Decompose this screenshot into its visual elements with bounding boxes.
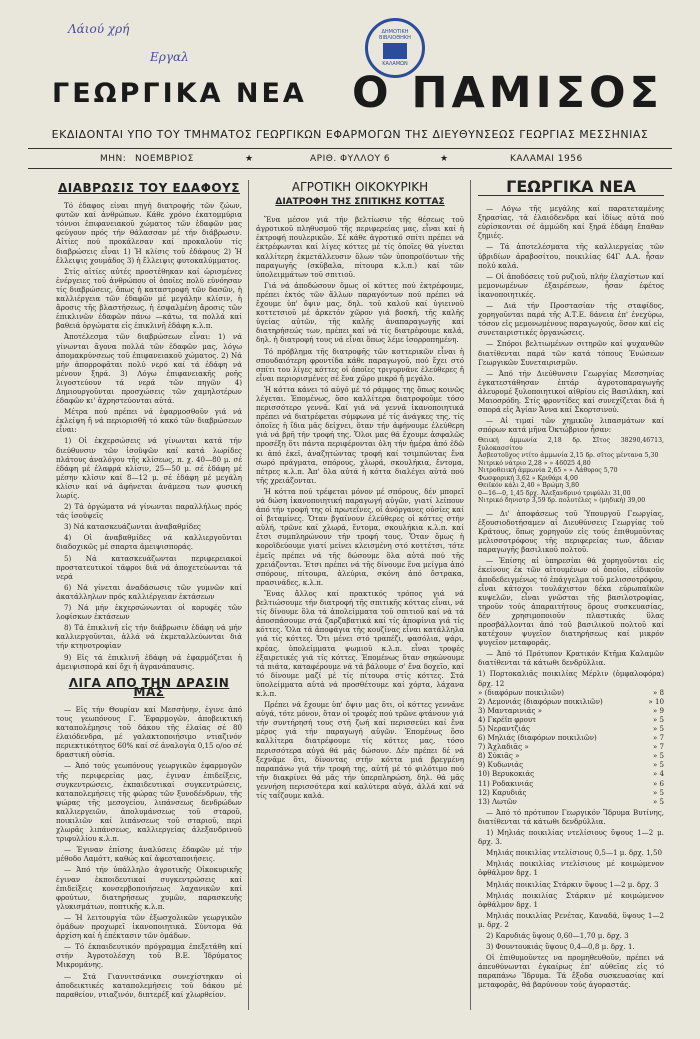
handwritten-note-1: Λάιού χρή — [68, 22, 130, 36]
list-item: 10) Βερυκοκιάς » 4 — [478, 769, 664, 779]
paragraph: Ἕνας ἄλλος καί πρακτικός τρόπος γιά νά βελτιώσουμε τήν διατροφή τῆς σπιτικῆς κόττας εἶναι, νά τίς δίνουμε ὅλα τά ἀπολείμματα τοῦ σπιτιοῦ καί νά τά ἀποσπάσουμε στά ζαρζαβατικά καί τίς ἀποφίνια γιά τίς κόττες. Ὅλα τά ἀποφάγια τῆς κουζίνας εἶναι κατάλληλα γιά τίς κόττες. Ὄτι μένει στό τραπέζι, φασόλια, ψάρι, κρέας, ὑπολείμματα ψωμιοῦ κ.λ.π. εἶναι τροφές ἐξαιρετικές γιά τίς κόττες. Ἐπομένως ὅταν σηκώνουμε τά πιάτα, καταφέρουμε νά τά βάλουμε σ' ἕνα δοχεῖο, καί τό δίνουμε μαζί μέ τίς πίτουρα στίς κόττες. Στά ὑπολείμματα αὐτά νά προσθέτουμε καί χόρτα, λάχανα κ.λ.π. — [256, 588, 464, 698]
list-item: 4) Γκρέϊπ φρουτ » 5 — [478, 714, 664, 724]
stamp-bottom-text: ΚΑΛΑΜΩΝ — [382, 61, 408, 67]
paragraph: 2) Καρυδιάς ὕψους 0,60—1,70 μ. δρχ. 3 — [486, 930, 629, 940]
article-heading-erosion: ΔΙΑΒΡΩΣΙΣ ΤΟΥ ΕΔΑΦΟΥΣ — [57, 181, 241, 195]
paragraph: Μηλιάς ποικιλίας Ρενέτας, Καναδά, ὕψους 1—2 μ. δρχ. 2 — [478, 910, 664, 929]
price-row: 0—16—0, 1,45 δρχ. Ἀλεξανδρινό τριφύλλι 31,00 — [478, 489, 631, 497]
star-icon: ★ — [245, 154, 254, 164]
paragraph: — Τά ἀποτελέσματα τῆς καλλιεργείας τῶν ὑβριδίων ἀραβοσίτου, ποικιλίας 64Γ Α.Α. ἦσαν πολύ καλά. — [478, 242, 664, 270]
paragraph: Τό έδαφος είναι πηγή διατροφής τῶν ζώων, φυτῶν καί ἀνθρώπων. Κάθε χρόνο ἑκατομμύρια τόννοι ἐπιφανειακοῦ χώματος τῶν ἐδαφῶν μας φεύγουν πρός τήν θάλασσαν μέ τήν διάβρωσιν. Αἰτίες πού προκάλεσαν καί προκαλοῦν τίς διαβρώσεις εἶναι 1) Ἡ κλίσις τοῦ ἐδάφους 2) Ἡ ἔλλειψις χουμάδος 3) ἡ ἔλλειψις φυτοκαλύμματος. — [56, 201, 242, 265]
paragraph: — Ἀπό τήν ὑπάλληλο ἀγροτικῆς Οἰκοκυρικῆς ἐγιναν ἐκποιδευτικαί συγκεντρώσεις καί ἐπιδείξεις κονσερβοποιήσεως λαχανικῶν καί φρούτων, διατηρήσεως χυμῶν, παρασκευῆς γλυκισμάτων, ποπτικῆς κ.λ.π. — [56, 865, 242, 911]
masthead-left-title: ΓΕΩΡΓΙΚΑ ΝΕΑ — [52, 78, 307, 109]
paragraph: 1) Οἱ ἐκχερσώσεις νά γίνωνται κατά τήν διεύθυνσιν τῶν ἰσοϋψῶν καί κατά λωρίδες πλάτους ἀναλόγου τῆς κλίσεως, π. χ. 40—80 μ. σέ ἐδάφη μέ ἐλαφρά κλίσιν, 25—50 μ. σέ ἐδάφη μέ μέσην κλίσιν καί 8—12 μ. σέ ἐδάφη μέ μεγάλη κλίσιν καί νά ἀφήνεται ἀνάμεσα των φυσική λωρίς. — [56, 436, 242, 500]
handwritten-note-2: Εργαλ — [150, 50, 189, 64]
paragraph: Ἡ κόττα πού τρέφεται μόνον μέ σπόρους, δέν μπορεῖ νά δώση ἱκανοποιητική παραγωγή αὐγῶν, γιατί λείπουν ἀπό τήν τροφή της οἱ πρωτεΐνες, οἱ ἀνόργανες οὐσίες καί οἱ βιταμίνες. Ὅταν βγαίνουν ἐλεύθερες οἱ κόττες στήν αὐλή, τρῶνε καί χλωρά, ἔντομα, σκουλήκια κ.λ.π. καί ἔτσι συμπληρώνουν τήν τροφή τους. Ὅταν ὅμως ἡ κοροϊδεύουμε γιατί μείνει κλεισμένη στό κοττέτσι, τότε ἐμεῖς πρέπει νά τῆς δώσουμε ὅλα αὐτά πού τῆς χρειάζονται. Ἐτσι πρέπει νά τῆς δίνουμε ἕνα μείγμα ἀπό σπόρους, πίτουρα, ἀλεύρια, σκόνη ἀπό ὄστρακα, πρασινάδες, κ.λ.π. — [256, 486, 464, 587]
paragraph: 8) Τά ἐπικλινῆ εἰς τήν διάβρωσιν ἐδάφη νά μήν καλλιεργοῦνται, ἀλλά νά ἐκμεταλλεύωνται διά τήν κτηνοτροφίαν — [56, 623, 242, 651]
price-row: Θειική ἀμμωνία 2,18 δρ. Σῖτος 38290,46713, ξυλοκασσίτου — [478, 437, 664, 452]
price-row: Νιτρικό δηνιστρ 3,59 δρ. πολυτέλες » (μηδική) 39,00 — [478, 497, 646, 505]
list-item: 7) Ἀχλαδιᾶς » » 7 — [478, 742, 664, 752]
list-title: 1) Πορτοκαλιᾶς ποικιλίας Μέρλιν (ὀμφαλοφόρα) δρχ. 12 — [478, 669, 664, 688]
paragraph: Μηλιάς ποικιλίας ντελίσιους μέ κοιμώμενον ὀφθάλμον δρχ. 1 — [478, 859, 664, 878]
price-row: Ἀσβεστοῦχος ντίτο ἀμμωνία 2,15 δρ. σῖτος μέντανα 5,30 — [478, 452, 659, 460]
bottom-rule — [28, 168, 672, 169]
paragraph: — Εἰς τήν Θουρίαν καί Μεσσήνην, ἐγινε ἀπό τους γεωπόνους Γ. Ἐφαρμογῶν, ἀποβεικτική καταπολέμησις τοῦ δάκου τῆς ἐλαίας σέ 80 ἐλαιόδενδρα, μέ γαλακτοποιήσιμο ντιαζινόν περιεκτικότητος 60% καί σέ ἀναλογία 0,15 ο/οο σέ δραστική οὐσία. — [56, 704, 242, 760]
paragraph: Ἕνα μέσον γιά τήν βελτίωσιν τῆς θέσεως τοῦ ἀγροτικοῦ πληθυσμοῦ τῆς περιφερείας μας, εἶναι καί ἡ ἐκτροφή πουλερικῶν. Σέ κάθε ἀγροτικό σπίτι πρέπει νά ἐκτρέφωνται καί λίγες κόττες μέ τίς ὁποῖες θά γίνεται καλλίτερη ἐκμετάλλευσιν ὅλων τῶν ὑποπροϊόντων τῆς παραγωγῆς (σκῦβαλα, πίτουρα κ.λ.π.) καί τῶν ὑπολειμμάτων τοῦ σπιτιοῦ. — [256, 215, 464, 279]
paragraph: 2) Τά ὀργώματα νά γίνωνται παραλλήλως πρός τάς ἰσοϋψεῖς — [56, 502, 242, 521]
paragraph: — Ἀπό τήν Διεύθυνσιν Γεωργίας Μεσσηνίας ἐγκατεστάθησαν ἑπτάρ ἀγροτοπαραγωγῆς ἀλευρομέ ξυλοποιητικοί αἰθρίου εἰς Βασιλάκη, καί Μαιοσρόδη. Στίς φροντίδες καί συνεχίζεται διά ἡ σπορά εἰς Ἀγίαν Ἄννα καί Σκορτσινού. — [478, 368, 664, 415]
price-row: Φωσφορική 3,62 » Κριθάρι 4,00 — [478, 474, 578, 482]
column-2 — [256, 176, 464, 802]
paragraph: Τό πρόβλημα τῆς διατροφῆς τῶν κοττερικῶν εἶναι ἡ σπουδαιότερη φροντίδα κάθε παραγωγοῦ, πού ἔχει στό σπίτι του λίγες κόττες οἱ ὁποῖες τριγυρνᾶνε ἐλεύθερες ἤ εἶναι περιορισμένες σέ ἕνα χῶρο μικρό ἤ μεγάλο. — [256, 346, 464, 383]
paragraph: — Δι' ἀποφάσεως τοῦ Ὑπουργοῦ Γεωργίας, ἐξουσιοδοτήσαμεν αἱ Διευθύνσεις Γεωργίας τοῦ Κράτους, ὅπως χορηγοῦν εἰς τούς ἐπιθυμοῦντας μελισσοτρόφους τῆς περιφερείας των, ἄδειαν παραγωγῆς βασιλικοῦ πολτοῦ. — [478, 508, 664, 555]
publisher-subtitle: ΕΚΔΙΔΟΝΤΑΙ ΥΠΟ ΤΟΥ ΤΜΗΜΑΤΟΣ ΓΕΩΡΓΙΚΩΝ ΕΦΑΡΜΟΓΩΝ ΤΗΣ ΔΙΕΥΘΥΝΣΕΩΣ ΓΕΩΡΓΙΑΣ ΜΕΣΣΗΝΙΑΣ — [51, 128, 649, 141]
price-row: Νιτρικό νάτριο 2,28 » » 46025 4,80 — [478, 459, 591, 467]
paragraph: — Ἀπό τό Πρότυπον Κρατικόν Κτῆμα Καλαμῶν διατίθενται τά κάτωθι δενδρύλλια. — [478, 649, 664, 668]
list-item: 6) Μηλιάς (διαφόρων ποικιλιῶν) » 7 — [478, 733, 664, 743]
paragraph: — Ἐπίσης αἱ ὑπηρεσίαι θά χορηγοῦνται εἰς ἐκείνους ἐκ τῶν αἰτουμένων οἱ ὁποῖοι, εἰδικοῦν ἀποδεδειγμένως τό ἐπάγγελμα τοῦ μελισσοτρόφου, εἶναι κάτοχοι τουλάχιστον δέκα εὐρωπαϊκῶν κυψελῶν, εἶναι γνῶσται τῆς βασιλοτροφίας, τηροῦν τούς ἀπαραιτήτους ὅρους συσκευασίας, δέν χρησιμοποιοῦν πλαστικάς ὕλας προσβάλλονται ἀπό τοῦ βασιλικοῦ πολτοῦ καί κατέχουν ψυγεῖον διατηρήσεως καί μικρόν ψυγεῖον μεταφορᾶς. — [478, 556, 664, 648]
paragraph: 1) Μηλιάς ποικιλίας ντελίσιους ὕψους 1—2 μ. δρχ. 3. — [478, 828, 664, 847]
paragraph: Μέτρα πού πρέπει νά ἐφαρμοσθοῦν γιά νά ἐκλείψη ἤ νά περιορισθῆ τό κακό τῶν διαβρώσεων εἶναι: — [56, 407, 242, 435]
paragraph: — Στά Γιαννιτσάνικα συνεχίστηκαν οἱ ἀποδεικτικές καταπολεμήσεις τοῦ δάκου μέ παραθείον, ντιαζινόν, διπτερέξ καί χλωρθείον. — [56, 971, 242, 999]
article-heading-activity: ΛΙΓΑ ΑΠΟ ΤΗΝ ΔΡΑΣΙΝ ΜΑΣ — [68, 675, 230, 699]
issue-city-year: ΚΑΛΑΜΑΙ 1956 — [510, 154, 583, 164]
column-1 — [56, 176, 242, 1001]
top-rule — [28, 148, 672, 149]
issue-month-label: ΜΗΝ: — [100, 154, 127, 164]
paragraph: Πρέπει νά ἔχουμε ὑπ' ὄψιν μας ὅτι, οἱ κόττες γεννᾶνε αὐγά, τότε μόνον, ὅταν οἱ τροφές πού τρῶνε φτάνουν γιά τήν συντήρησή τους στή ζωή καί περισσεύει καί ἕνα μέρος γιά τήν παραγωγή αὐγῶν. Ἐπομένως ὅσο καλλίτερα διατρέφουμε τίς κόττες μας, τόσο περισσότερα αὐγά θά μᾶς δώσουν. Δέν πρέπει δέ νά ξεχνᾶμε ὅτι, δίνοντας στήν κόττα μιά βρεγμένη παραπάνω γιά τήν τροφή της, αὐτή μέ τό φιλότιμο πού τήν διακρίνει θά μᾶς τήν ὑπερπληρώση, δηλ. θά μᾶς γεννήση περισσότερα καί καλύτερα αὐγά, ἀλλά καί νά τίς ταΐζουμε καλά. — [256, 700, 464, 800]
paragraph: Οἱ ἐπιθυμοῦντες να προμηθευθοῦν, πρέπει νά ἀπευθύνωνται ἐγκαίρως ἐπ' αὐθεῖας εἰς τό παραπάνω Ἵδρυμα. Τά ἔξοδα συσκευασίας καί μεταφορᾶς, θά βαρύνουν τούς ἀγοραστάς. — [478, 953, 664, 990]
article-heading-home-economics: ΑΓΡΟΤΙΚΗ ΟΙΚΟΚΥΡΙΚΗ — [291, 180, 429, 194]
price-row: Νιτροθειική ἀμμωνία 2,65 » » Λάθυρος 5,70 — [478, 467, 618, 475]
paragraph: 5) Νά κατασκευάζωνται περιφερειακοί προστατευτικοί τάφροι διά νά ἀποχετεύωνται τά νερά — [56, 553, 242, 581]
column-3 — [478, 176, 664, 992]
paragraph: 3) Φουντουκιάς ὕψους 0,4—0,8 μ. δρχ. 1. — [486, 942, 635, 952]
paragraph: — Ἐγιναν ἐπίσης ἀναλύσεις ἐδαφῶν μέ τήν μέθοδο Λαμόττ, καθώς καί ἀφεσταποιήσεις. — [56, 845, 242, 864]
paragraph: Ἀποτέλεσμα τῶν διαβρώσεων εἶναι: 1) νά γίνωνται ἄγονα πολλά τῶν ἐδαφῶν μας, λόγω ἀπομακρύνσεως τοῦ ἐπιφανειακοῦ χώματος. 2) Νά μήν ἀπορροφᾶται πολύ νερό καί τά ἐδάφη νά μένουν ξηρά. 3) Λόγω ἐπιφανειακῆς ροῆς λιγοστεύουν τά νερά τῶν πηγῶν 4) Δημιουργοῦνται προσχώσεις τῶν χαμηλοτέρων ἐδαφῶν κι' ἀχρηστεύονται αὐτά. — [56, 332, 242, 406]
issue-month: ΝΟΕΜΒΡΙΟΣ — [135, 154, 194, 164]
paragraph: Στίς αἰτίες αὐτές προστέθηκαν καί ὡρισμένες ἐνέργειες τοῦ ἀνθρώπου οἱ ὁποῖες πολύ εὐνόησαν τίς διαβρώσεις, ὅπως ἡ καταστροφή τῶν δασῶν, ἡ καλλιέργεια τῶν ἐδαφῶν μέ μεγάλην κλίσιν, ἡ ἄροσις τῆς βλαστήσεως, ἡ ἐσφαλμένη ἄροσις τῶν ἐπικλινῶν ἐδαφῶν πάνω —κάτω, τα πολλά καί βαθειά ὀργώματα εἰς ἐπικλινῆ ἐδάφη κ.λ.π. — [56, 266, 242, 331]
price-row: Θειϊκόν κάλι 2,40 » Βρώμη 3,80 — [478, 482, 580, 490]
paragraph: — Αἱ τιμαί τῶν χημικῶν λιπασμάτων καί σπόρων κατά μῆνα Ὀκτώβριον ἦσαν: — [478, 416, 664, 435]
list-item: 2) Λεμονιάς (διαφόρων ποικιλιῶν) » 10 — [478, 696, 664, 706]
paragraph: 4) Οἱ ἀναβαθμίδες νά καλλιεργοῦνται διαδοχικῶς μέ σπαρτα ἀμειψισποράς. — [56, 533, 242, 552]
masthead-right-title: Ο ΠΑΜΙΣΟΣ — [352, 68, 663, 118]
star-icon: ★ — [440, 154, 449, 164]
paragraph: Μηλιάς ποικιλίας Στάρκιν μέ κοιμώμενον ὀφθάλμον δρχ. 1 — [478, 890, 664, 909]
paragraph: 6) Νά γίνεται ἀναδάσωσις τῶν γυμνῶν καί ἀκατάλληλων πρός καλλιέργειαν ἐκτάσεων — [56, 582, 242, 601]
list-item: 13) Λωτῶν » 5 — [478, 796, 664, 806]
seedling-list — [478, 669, 664, 805]
paragraph: — Διά τήν Προστασίαν τῆς σταφίδος, χορηγοῦνται παρά τῆς Α.Τ.Ε. δάνεια ἐπ' ἐνεχύρω, τόσον εἰς μεμονωμένους παραγωγούς, ὅσον καί εἰς συνεταιριστικές ὀργανώσεις. — [478, 301, 664, 338]
paragraph: Ἡ κόττα κάνει τό αὐγό μέ τό ράμφος της ὅπως κοινῶς λέγεται. Ἐπομένως, ὅσο καλλίτερα διατροφοῦμε τόσο περισσότερο γεννᾶ. Καί γιά νά γεννᾶ ἱκανοποιητικά πρέπει νά διατρέφεται σύμφωνα μέ τίς ἀνάγκες της, τίς ὁποῖες ἡ ἴδια μᾶς δείχνει, ὅταν τήν ἀφήνουμε ἐλεύθερη γιά νά βρῆ τήν τροφή της. Ὅλοι μας θά ἔχουμε ἀσφαλῶς προσέξη ὅτι πάντα περιφέρονται ὁλη τήν ἡμέρα ἀπό ἐδῶ κι ἀπό ἐκεῖ, ἀναζητώντας τροφή καί τσιμπώντας ἕνα σωρό πράγματα, σπόρους, χλωρά, σκουλήκια, ἔντομα, πέτρες κ.λ.π. Ἀπ' ὅλα αὐτά ἡ κόττα διαλέγει αὐτά πού τῆς χρειάζονται. — [256, 384, 464, 485]
paragraph: 3) Νά κατασκευάζωνται ἀναβαθμίδες — [64, 522, 201, 532]
paragraph: — Λόγω τῆς μεγάλης καί παρατεταμένης ξηρασίας, τά ἐλαιόδενδρα καί ἰδίως αὐτά πού εὑρίσκονται σέ ἀμμώδη καί ξηρά ἐδάφη ἔπαθαν ζημιές. — [478, 204, 664, 241]
paragraph: Μηλιάς ποικιλίας Στάρκιν ὕψους 1—2 μ. δρχ. 3 — [486, 879, 659, 889]
stamp-top-text: ΔΗΜΟΤΙΚΗ ΒΙΒΛΙΟΘΗΚΗ — [379, 29, 411, 41]
column-divider — [470, 180, 471, 1010]
paragraph: — Ἀπό τούς γεωπόνους γεωργικῶν ἐφαρμογῶν τῆς περιφερείας μας, ἐγιναν ἐπιδείξεις, συγκεντρώσεις, ἐκπαιδευτικαί συγκεντρώσεις, καταπολεμήσεις τῆς φώρας τῶν ξυνοδένδρων, τῆς ψώρας τῆς μεσογείου, λιπάνσεως δενδρώδων καλλιεργειῶν, ἀπολυμάνσεως τοῦ σταροῦ, ποικιλιῶν καί λιπάνσεως τοῦ σταριοῦ, περί χλωρᾶς λιπάνσεως, καλλιεργείας ἀλεξανδρινοῦ τριφυλλίου κ.λ.π. — [56, 761, 242, 844]
list-item: » (διαφόρων ποικιλιῶν) » 8 — [478, 687, 664, 697]
paragraph: — Σπόροι βελτιωμένων σιτηρῶν καί ψυχανθῶν διατίθενται παρά τῶν κατά τόπους Ἑνώσεων Γεωργικῶν Συνεταιρισμῶν. — [478, 339, 664, 367]
paragraph: Γιά νά ἀποδώσουν ὅμως οἱ κόττες πού ἐκτρέφουμε, πρέπει ἐκτός τῶν ἄλλων παραγόντων πού πρέπει νά ἔχουμε ὑπ' ὄψιν μας, δηλ. τοῦ καλοῦ καί ὑγιεινοῦ κοττετσιοῦ μέ ἀρκετόν χῶρον γιά βοσκή, τῆς καλῆς ὑγείας αὐτῶν, τῆς καλῆς ἀναπαραγωγῆς καί διατηρήσεώς των, πρέπει καί νά τίς διατρέφουμε καλά, δηλ. ἡ διατροφή τους νά εἶναι ὅπως λέμε ἰσορροπημένη. — [256, 280, 464, 345]
paragraph: Μηλιάς ποικιλίας ντελίσιους 0,5—1 μ. δρχ. 1,50 — [486, 848, 662, 858]
paragraph: — Τό ἐκπαιδευτικόν πρόγραμμα ἐπεξετάθη καί στήν Ἀγροτολέσχη τοῦ Β.Ε. Ἰδρύματος Μικρομάνης. — [56, 942, 242, 970]
list-item: 9) Κυδωνιάς » 5 — [478, 760, 664, 770]
paragraph: 9) Εἰς τά ἐπικλινῆ ἐδάφη νά ἐφαρμόζεται ἡ ἀμειψισπορά καί ὄχι ἡ ἀγρανάπαυσις. — [56, 652, 242, 671]
article-subheading-hen-nutrition: ΔΙΑΤΡΟΦΗ ΤΗΣ ΣΠΙΤΙΚΗΣ ΚΟΤΤΑΣ — [275, 197, 445, 208]
issue-number: ΑΡΙΘ. ΦΥΛΛΟΥ 6 — [310, 154, 391, 164]
list-item: 12) Καρυδιάς » 5 — [478, 787, 664, 797]
list-item: 5) Νεραντζιάς » 5 — [478, 724, 664, 733]
column-divider — [248, 180, 249, 1010]
book-icon — [383, 43, 407, 59]
paragraph: — Οἱ ἀποδόσεις τοῦ ρυζιοῦ, πλήν ἐλαχίστων καί μεμονωμένων ἐξαιρέσεων, ἦσαν ἐφέτος ἱκανοποιητικές. — [478, 271, 664, 299]
list-item: 3) Μανταρινιάς » » 9 — [478, 705, 664, 715]
paragraph: — Ἡ λειτουργία τῶν ἐξωσχολικῶν γεωργικῶν ὁμάδων προχωρεῖ ἱκανοποιητικά. Σύντομα θά ἀρχίση καί ἡ ἐπέκτασιν τῶν ὁμάδων. — [56, 912, 242, 941]
price-table — [478, 437, 664, 505]
list-item: 11) Ροδακινιάς » 6 — [478, 778, 664, 788]
paragraph: — Ἀπό τό πρότυπον Γεωργικόν Ἴδρυμα Βυτίνης, διατίθενται τά κάτωθι δενδρύλλια. — [478, 807, 664, 826]
article-heading-agri-news: ΓΕΩΡΓΙΚΑ ΝΕΑ — [478, 182, 664, 196]
list-item: 8) Σύκιᾶς » » 5 — [478, 751, 664, 761]
paragraph: 7) Νά μήν ἐκχερσώνωνται οἱ κορυφές τῶν λοφίσκων ἐκτάσεων — [56, 603, 242, 622]
